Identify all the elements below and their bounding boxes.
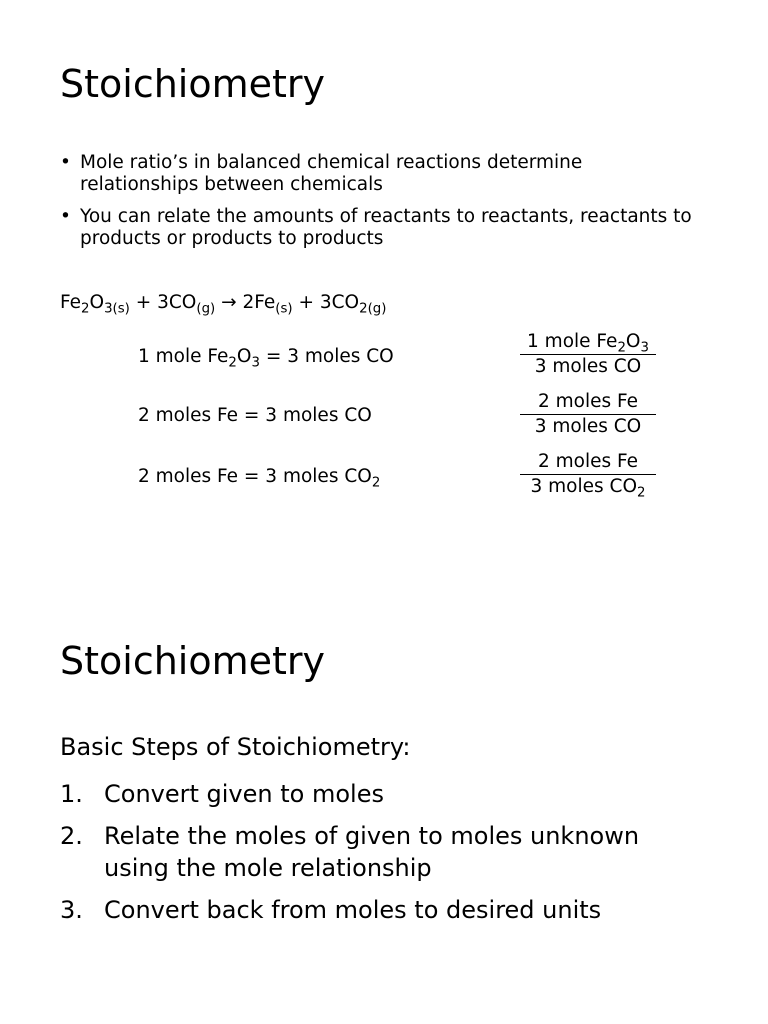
- fraction-numerator: 1 mole $Fe_2O_3$: [520, 333, 656, 355]
- bullet-list: [58, 152, 698, 260]
- step-item: [60, 778, 700, 810]
- fraction-denominator: 3 moles $CO_2$: [530, 475, 646, 501]
- step-text: Convert back from moles to desired units: [104, 896, 602, 924]
- mole-relation: 1 mole $Fe_2O_3 = 3$ moles CO: [138, 346, 394, 371]
- step-number: 3.: [60, 896, 83, 924]
- chemical-equation: $Fe_2O_{3(s)} + 3CO_{(g)} \to 2Fe_{(s)} + 3CO_{2(g)}$: [60, 292, 387, 317]
- step-text: Convert given to moles: [104, 780, 384, 808]
- slide-1-title: Stoichiometry: [60, 62, 326, 106]
- step-number: 2.: [60, 822, 83, 850]
- bullet-item: [58, 152, 698, 196]
- bullet-dot-icon: •: [60, 206, 71, 227]
- step-item: [60, 820, 700, 884]
- bullet-text: You can relate the amounts of reactants to reactants, reactants to products or products to products: [80, 206, 692, 249]
- steps-heading: Basic Steps of Stoichiometry:: [60, 733, 411, 761]
- bullet-text: Mole ratio’s in balanced chemical reactions determine relationships between chemicals: [80, 152, 583, 195]
- fraction-numerator: 2 moles Fe: [520, 453, 656, 475]
- mole-ratio-fraction: [520, 333, 656, 376]
- mole-ratio-fraction: [520, 393, 656, 436]
- step-number: 1.: [60, 780, 83, 808]
- step-text: Relate the moles of given to moles unknown using the mole relationship: [104, 822, 640, 882]
- slide-2: [0, 580, 768, 1024]
- fraction-denominator: 3 moles CO: [534, 415, 642, 437]
- bullet-dot-icon: •: [60, 152, 71, 173]
- mole-relation: 2 moles Fe = 3 moles CO: [138, 405, 372, 426]
- fraction-denominator: 3 moles CO: [534, 355, 642, 377]
- step-item: [60, 894, 700, 926]
- slide-2-title: Stoichiometry: [60, 639, 326, 683]
- mole-relation: 2 moles Fe = 3 moles $CO_2$: [138, 466, 381, 491]
- steps-list: [60, 778, 700, 936]
- fraction-numerator: 2 moles Fe: [520, 393, 656, 415]
- bullet-item: [58, 206, 698, 250]
- mole-ratio-fraction: [520, 451, 656, 501]
